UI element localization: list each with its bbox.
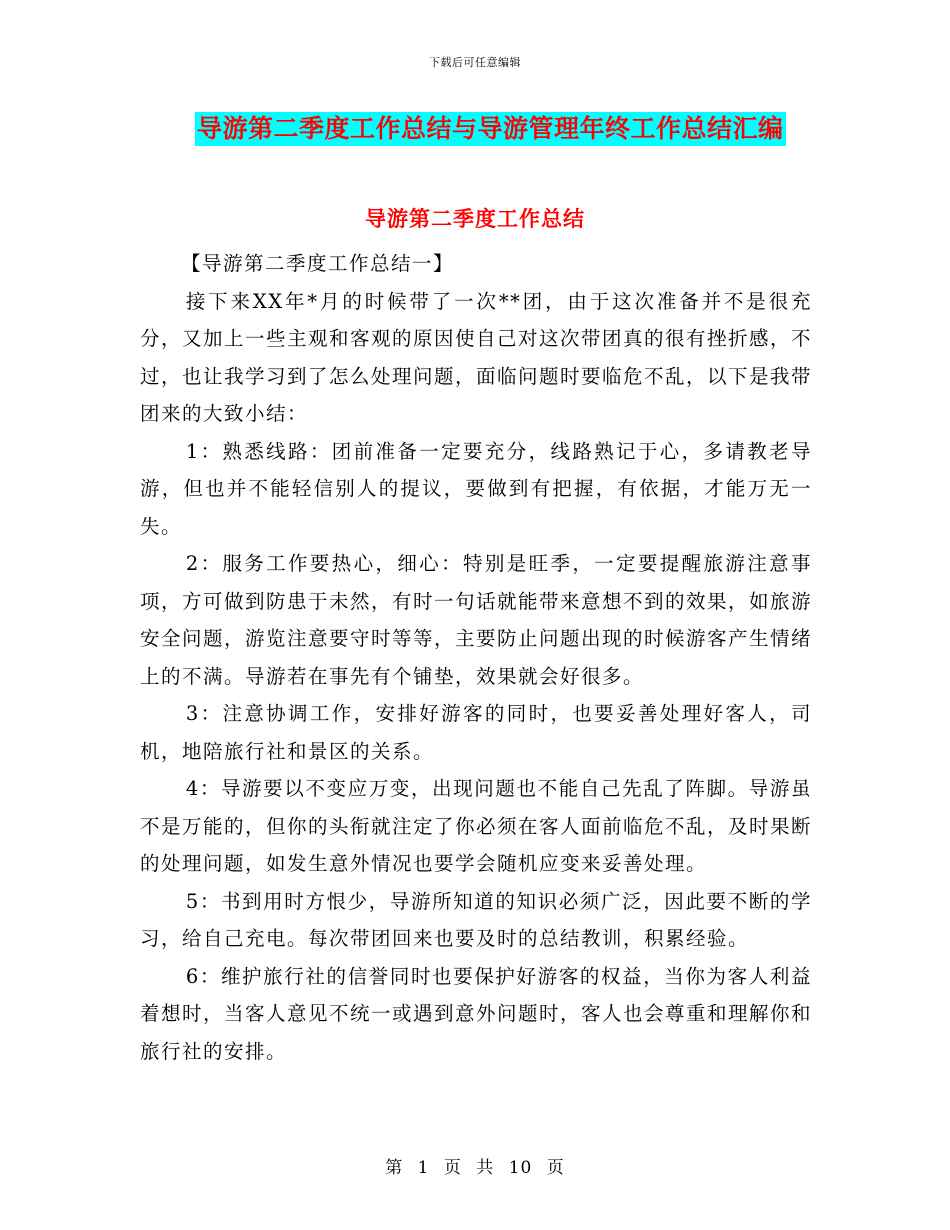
- page-footer: [0, 1153, 950, 1178]
- paragraph-item-2: 2：服务工作要热心，细心：特别是旺季，一定要提醒旅游注意事项，方可做到防患于未然，有时一句话就能带来意想不到的效果，如旅游安全问题，游览注意要守时等等，主要防止问题出现的时候游客产生情绪上的不满。导游若在事先有个铺垫，效果就会好很多。: [140, 552, 813, 688]
- main-title: 导游第二季度工作总结与导游管理年终工作总结汇编: [195, 112, 786, 146]
- paragraph-item-6: 6：维护旅行社的信誉同时也要保护好游客的权益，当你为客人利益着想时，当客人意见不统一或遇到意外问题时，客人也会尊重和理解你和旅行社的安排。: [140, 964, 813, 1063]
- body-text: [140, 245, 812, 1070]
- paragraph-item-1: 1：熟悉线路：团前准备一定要充分，线路熟记于心，多请教老导游，但也并不能轻信别人的提议，要做到有把握，有依据，才能万无一失。: [140, 439, 812, 538]
- footer-ye2: 页: [546, 1158, 565, 1178]
- paragraph-item-3: 3：注意协调工作，安排好游客的同时，也要妥善处理好客人，司机，地陪旅行社和景区的关系。: [140, 702, 812, 763]
- paragraph-intro: 接下来XX年*月的时候带了一次**团，由于这次准备并不是很充分，又加上一些主观和客观的原因使自己对这次带团真的很有挫折感，不过，也让我学习到了怎么处理问题，面临问题时要临危不乱，以下是我带团来的大致小结：: [140, 289, 813, 425]
- footer-gong: 共: [476, 1158, 495, 1178]
- footer-ye: 页: [443, 1158, 462, 1178]
- sub-heading: 【导游第二季度工作总结一】: [180, 252, 454, 275]
- main-title-wrap: [195, 112, 786, 146]
- paragraph-item-5: 5：书到用时方恨少，导游所知道的知识必须广泛，因此要不断的学习，给自己充电。每次带团回来也要及时的总结教训，积累经验。: [140, 889, 812, 950]
- footer-page-number: 1: [417, 1158, 430, 1178]
- footer-di: 第: [385, 1158, 404, 1178]
- header-note: 下载后可任意编辑: [429, 56, 521, 69]
- footer-total-pages: 10: [508, 1158, 533, 1178]
- section-title: 导游第二季度工作总结: [365, 206, 585, 231]
- paragraph-item-4: 4：导游要以不变应万变，出现问题也不能自己先乱了阵脚。导游虽不是万能的，但你的头衔就注定了你必须在客人面前临危不乱，及时果断的处理问题，如发生意外情况也要学会随机应变来妥善处理。: [140, 777, 813, 875]
